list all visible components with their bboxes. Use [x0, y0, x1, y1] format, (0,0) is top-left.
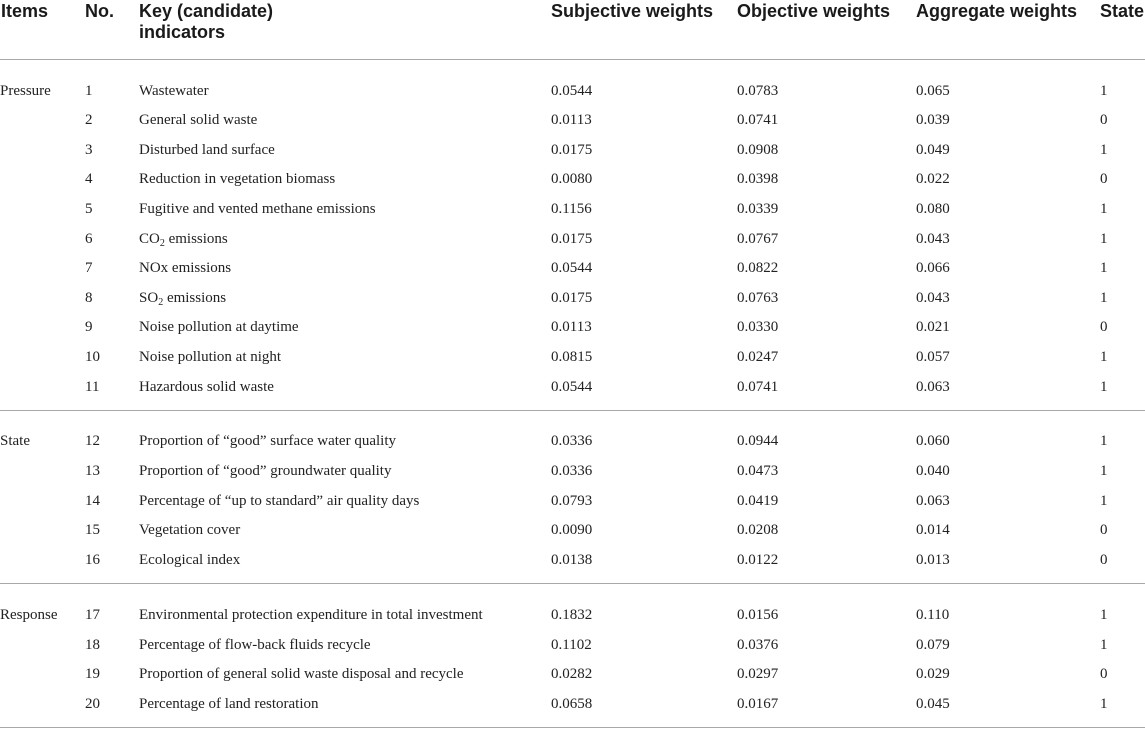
group-name-empty	[0, 284, 85, 314]
cell-aggregate: 0.080	[916, 201, 950, 218]
table-row	[0, 165, 1145, 195]
cell-indicator	[139, 343, 551, 373]
cell-indicator	[139, 106, 551, 136]
indicator-table-body	[0, 60, 1145, 728]
cell-no: 19	[85, 666, 100, 683]
table-row	[0, 343, 1145, 373]
table-row	[0, 195, 1145, 225]
header-objective: Objective weights	[737, 1, 891, 21]
cell-subjective: 0.0336	[551, 410, 737, 457]
table-row	[0, 487, 1145, 517]
cell-no: 13	[85, 463, 100, 480]
cell-objective: 0.0247	[737, 349, 779, 366]
indicator-text: Wastewater	[139, 82, 209, 99]
group-name-empty	[0, 313, 85, 343]
cell-indicator	[139, 457, 551, 487]
cell-state: 1	[1100, 141, 1108, 158]
table-row	[0, 60, 1145, 107]
cell-indicator	[139, 165, 551, 195]
cell-subjective: 0.0336	[551, 463, 593, 480]
cell-subjective: 0.0175	[551, 141, 593, 158]
group-name-empty	[0, 546, 85, 584]
cell-state: 0	[1100, 522, 1108, 539]
cell-objective: 0.0944	[737, 410, 916, 457]
indicator-text: Proportion of “good” surface water quality	[139, 433, 396, 450]
cell-state: 1	[1100, 60, 1145, 107]
group-name-empty	[0, 630, 85, 660]
cell-state: 0	[1100, 552, 1108, 569]
cell-state: 1	[1100, 492, 1108, 509]
cell-state: 1	[1100, 378, 1108, 395]
cell-no: 14	[85, 492, 100, 509]
cell-indicator	[139, 136, 551, 166]
table-row	[0, 136, 1145, 166]
cell-aggregate: 0.043	[916, 289, 950, 306]
header-subjective: Subjective weights	[551, 1, 714, 21]
cell-no: 20	[85, 690, 139, 728]
header-items: Items	[1, 1, 49, 21]
header-aggregate: Aggregate weights	[916, 1, 1078, 21]
cell-objective: 0.0473	[737, 463, 779, 480]
cell-subjective: 0.0080	[551, 171, 593, 188]
cell-subjective: 0.0113	[551, 112, 592, 129]
indicator-text: Noise pollution at daytime	[139, 319, 299, 336]
cell-no: 8	[85, 289, 93, 306]
cell-indicator	[139, 60, 551, 107]
indicator-text: Hazardous solid waste	[139, 378, 274, 395]
group-name: Response	[0, 584, 85, 631]
cell-state: 1	[1100, 410, 1145, 457]
cell-indicator	[139, 660, 551, 690]
cell-objective: 0.0908	[737, 141, 779, 158]
table-row	[0, 584, 1145, 631]
table-row	[0, 516, 1145, 546]
cell-objective: 0.0822	[737, 260, 779, 277]
indicator-text: SO	[139, 289, 159, 306]
cell-subjective: 0.0815	[551, 349, 593, 366]
cell-subjective: 0.0544	[551, 60, 737, 107]
cell-aggregate: 0.039	[916, 112, 950, 129]
group-name-empty	[0, 195, 85, 225]
indicator-text: Fugitive and vented methane emissions	[139, 201, 376, 218]
table-row	[0, 284, 1145, 314]
cell-aggregate: 0.021	[916, 319, 950, 336]
group-name-empty	[0, 254, 85, 284]
table-row	[0, 410, 1145, 457]
cell-state: 1	[1100, 463, 1108, 480]
cell-aggregate: 0.066	[916, 260, 950, 277]
indicator-text: Disturbed land surface	[139, 141, 275, 158]
cell-aggregate: 0.079	[916, 636, 950, 653]
cell-indicator	[139, 372, 551, 410]
cell-subjective: 0.0138	[551, 552, 593, 569]
cell-no: 2	[85, 112, 93, 129]
table-row	[0, 224, 1145, 254]
cell-aggregate: 0.057	[916, 349, 950, 366]
indicator-text: Environmental protection expenditure in total investment	[139, 606, 483, 623]
table-row	[0, 546, 1145, 584]
group-name-empty	[0, 690, 85, 728]
cell-objective: 0.0208	[737, 522, 779, 539]
cell-objective: 0.0741	[737, 378, 779, 395]
indicator-text: Proportion of general solid waste disposal and recycle	[139, 666, 464, 683]
group-name-empty	[0, 165, 85, 195]
cell-aggregate: 0.029	[916, 666, 950, 683]
indicator-text: Vegetation cover	[139, 522, 241, 539]
cell-state: 1	[1100, 260, 1108, 277]
cell-state: 1	[1100, 289, 1108, 306]
indicator-subscript: 2	[158, 296, 164, 308]
cell-indicator	[139, 410, 551, 457]
cell-no: 12	[85, 410, 139, 457]
group-name-empty	[0, 660, 85, 690]
table-row	[0, 690, 1145, 728]
cell-objective: 0.0167	[737, 690, 916, 728]
indicator-text: Ecological index	[139, 552, 241, 569]
cell-subjective: 0.1156	[551, 201, 592, 218]
header-state: State	[1100, 1, 1145, 21]
cell-subjective: 0.0175	[551, 289, 593, 306]
indicator-text-suffix: emissions	[163, 289, 227, 306]
cell-no: 11	[85, 378, 100, 395]
indicator-text: Proportion of “good” groundwater quality	[139, 463, 392, 480]
cell-state: 0	[1100, 112, 1108, 129]
cell-objective: 0.0398	[737, 171, 779, 188]
cell-subjective: 0.0282	[551, 666, 593, 683]
cell-no: 3	[85, 141, 93, 158]
cell-indicator	[139, 284, 551, 314]
table-row	[0, 313, 1145, 343]
cell-subjective: 0.0090	[551, 522, 593, 539]
group-name-empty	[0, 136, 85, 166]
cell-indicator	[139, 224, 551, 254]
cell-objective: 0.0330	[737, 319, 779, 336]
cell-no: 1	[85, 60, 139, 107]
cell-indicator	[139, 487, 551, 517]
cell-aggregate: 0.110	[916, 584, 1100, 631]
table-row	[0, 630, 1145, 660]
table-row	[0, 254, 1145, 284]
cell-no: 10	[85, 349, 100, 366]
group-name-empty	[0, 372, 85, 410]
group-name-empty	[0, 343, 85, 373]
indicator-text: General solid waste	[139, 112, 258, 129]
cell-no: 9	[85, 319, 93, 336]
cell-state: 0	[1100, 319, 1108, 336]
cell-subjective: 0.0175	[551, 230, 593, 247]
cell-objective: 0.0419	[737, 492, 779, 509]
cell-objective: 0.0297	[737, 666, 779, 683]
cell-objective: 0.0763	[737, 289, 779, 306]
cell-subjective: 0.1832	[551, 584, 737, 631]
cell-aggregate: 0.043	[916, 230, 950, 247]
cell-indicator	[139, 254, 551, 284]
cell-objective: 0.0376	[737, 636, 779, 653]
cell-aggregate: 0.013	[916, 552, 950, 569]
cell-aggregate: 0.060	[916, 410, 1100, 457]
cell-objective: 0.0339	[737, 201, 779, 218]
indicator-text: Percentage of flow-back fluids recycle	[139, 636, 371, 653]
cell-subjective: 0.0793	[551, 492, 593, 509]
cell-aggregate: 0.045	[916, 690, 1100, 728]
group-name: Pressure	[0, 60, 85, 107]
indicator-subscript: 2	[159, 237, 165, 249]
cell-subjective: 0.0113	[551, 319, 592, 336]
cell-objective: 0.0122	[737, 552, 779, 569]
indicator-text: Percentage of land restoration	[139, 695, 319, 712]
indicator-text: Reduction in vegetation biomass	[139, 171, 336, 188]
cell-indicator	[139, 584, 551, 631]
group-name-empty	[0, 487, 85, 517]
group-name-empty	[0, 106, 85, 136]
cell-aggregate: 0.063	[916, 378, 950, 395]
indicator-text: NOx emissions	[139, 260, 232, 277]
table-row	[0, 106, 1145, 136]
cell-state: 1	[1100, 584, 1145, 631]
header-key-line2: indicators	[139, 22, 226, 42]
table-row	[0, 372, 1145, 410]
group-name: State	[0, 410, 85, 457]
cell-aggregate: 0.063	[916, 492, 950, 509]
cell-state: 1	[1100, 690, 1145, 728]
indicator-text: Noise pollution at night	[139, 349, 282, 366]
cell-objective: 0.0741	[737, 112, 779, 129]
cell-state: 0	[1100, 171, 1108, 188]
cell-state: 1	[1100, 349, 1108, 366]
cell-subjective: 0.1102	[551, 636, 592, 653]
cell-state: 1	[1100, 230, 1108, 247]
header-key-line1: Key (candidate)	[139, 1, 274, 21]
cell-objective: 0.0767	[737, 230, 779, 247]
group-name-empty	[0, 224, 85, 254]
cell-state: 1	[1100, 636, 1108, 653]
cell-indicator	[139, 630, 551, 660]
cell-subjective: 0.0658	[551, 690, 737, 728]
cell-no: 4	[85, 171, 93, 188]
cell-indicator	[139, 313, 551, 343]
indicator-text-suffix: emissions	[164, 230, 228, 247]
cell-aggregate: 0.065	[916, 60, 1100, 107]
cell-no: 5	[85, 201, 93, 218]
cell-objective: 0.0156	[737, 584, 916, 631]
cell-no: 7	[85, 260, 93, 277]
cell-subjective: 0.0544	[551, 260, 593, 277]
cell-aggregate: 0.040	[916, 463, 950, 480]
cell-no: 16	[85, 552, 100, 569]
group-name-empty	[0, 457, 85, 487]
cell-state: 1	[1100, 201, 1108, 218]
header-no: No.	[85, 1, 114, 21]
cell-objective: 0.0783	[737, 60, 916, 107]
cell-indicator	[139, 195, 551, 225]
indicator-table	[0, 59, 1145, 728]
indicator-text: Percentage of “up to standard” air quality days	[139, 492, 420, 509]
cell-aggregate: 0.014	[916, 522, 950, 539]
cell-indicator	[139, 690, 551, 728]
table-row	[0, 457, 1145, 487]
cell-state: 0	[1100, 666, 1108, 683]
cell-subjective: 0.0544	[551, 378, 593, 395]
cell-no: 6	[85, 230, 93, 247]
cell-no: 17	[85, 584, 139, 631]
cell-indicator	[139, 516, 551, 546]
cell-no: 18	[85, 636, 100, 653]
table-row	[0, 660, 1145, 690]
indicator-text: CO	[139, 230, 160, 247]
cell-aggregate: 0.022	[916, 171, 950, 188]
group-name-empty	[0, 516, 85, 546]
cell-indicator	[139, 546, 551, 584]
cell-no: 15	[85, 522, 100, 539]
cell-aggregate: 0.049	[916, 141, 950, 158]
